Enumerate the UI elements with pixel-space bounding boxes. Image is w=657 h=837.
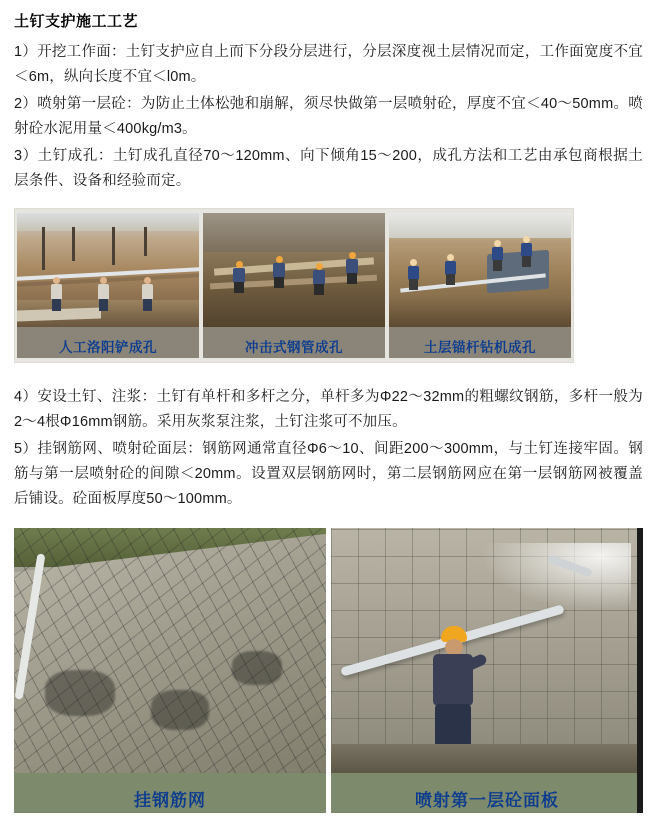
paragraph-4: 4）安设土钉、注浆：土钉有单杆和多杆之分，单杆多为Φ22～32mm的粗螺纹钢筋，多杆一般为2～4根Φ16mm钢筋。采用灰浆泵注浆，土钉注浆可不加压。 [14, 389, 643, 430]
page-edge-bar [637, 528, 643, 813]
figure-anchor-drilling-rig [389, 213, 571, 358]
photo-anchor-drilling-rig [389, 213, 571, 327]
figure-spray-first-concrete-layer [331, 528, 643, 813]
figure-caption: 土层锚杆钻机成孔 [424, 340, 536, 355]
spacer [14, 363, 643, 385]
figure-caption: 人工洛阳铲成孔 [59, 340, 157, 355]
figure-caption: 喷射第一层砼面板 [415, 791, 559, 810]
photo-spray-first-concrete-layer [331, 528, 643, 773]
paragraph-3: 3）土钉成孔：土钉成孔直径70～120mm、向下倾角15～200，成孔方法和工艺由承包商根据土层条件、设备和经验而定。 [14, 148, 643, 189]
figure-group-facing-works [14, 528, 643, 813]
page-title: 土钉支护施工工艺 [14, 13, 139, 30]
figure-manual-luoyang-shovel [17, 213, 199, 358]
photo-manual-luoyang-shovel [17, 213, 199, 327]
figure-group-drilling-methods [14, 208, 574, 363]
photo-impact-steel-pipe [203, 213, 385, 327]
figure-impact-steel-pipe [203, 213, 385, 358]
figure-caption: 挂钢筋网 [134, 791, 206, 810]
paragraph-2: 2）喷射第一层砼：为防止土体松弛和崩解，须尽快做第一层喷射砼，厚度不宜＜40～50mm。喷射砼水泥用量＜400kg/m3。 [14, 96, 643, 137]
photo-hanging-steel-mesh [14, 528, 326, 773]
paragraph-5: 5）挂钢筋网、喷射砼面层：钢筋网通常直径Φ6～10、间距200～300mm，与土钉连接牢固。钢筋与第一层喷射砼的间隙＜20mm。设置双层钢筋网时，第二层钢筋网应在第一层钢筋网被覆盖后铺设。砼面板厚度50～100mm。 [14, 441, 643, 507]
figure-caption: 冲击式钢管成孔 [245, 340, 343, 355]
paragraph-1: 1）开挖工作面：土钉支护应自上而下分段分层进行，分层深度视土层情况而定，工作面宽度不宜＜6m，纵向长度不宜＜l0m。 [14, 44, 643, 85]
figure-hanging-steel-mesh [14, 528, 326, 813]
